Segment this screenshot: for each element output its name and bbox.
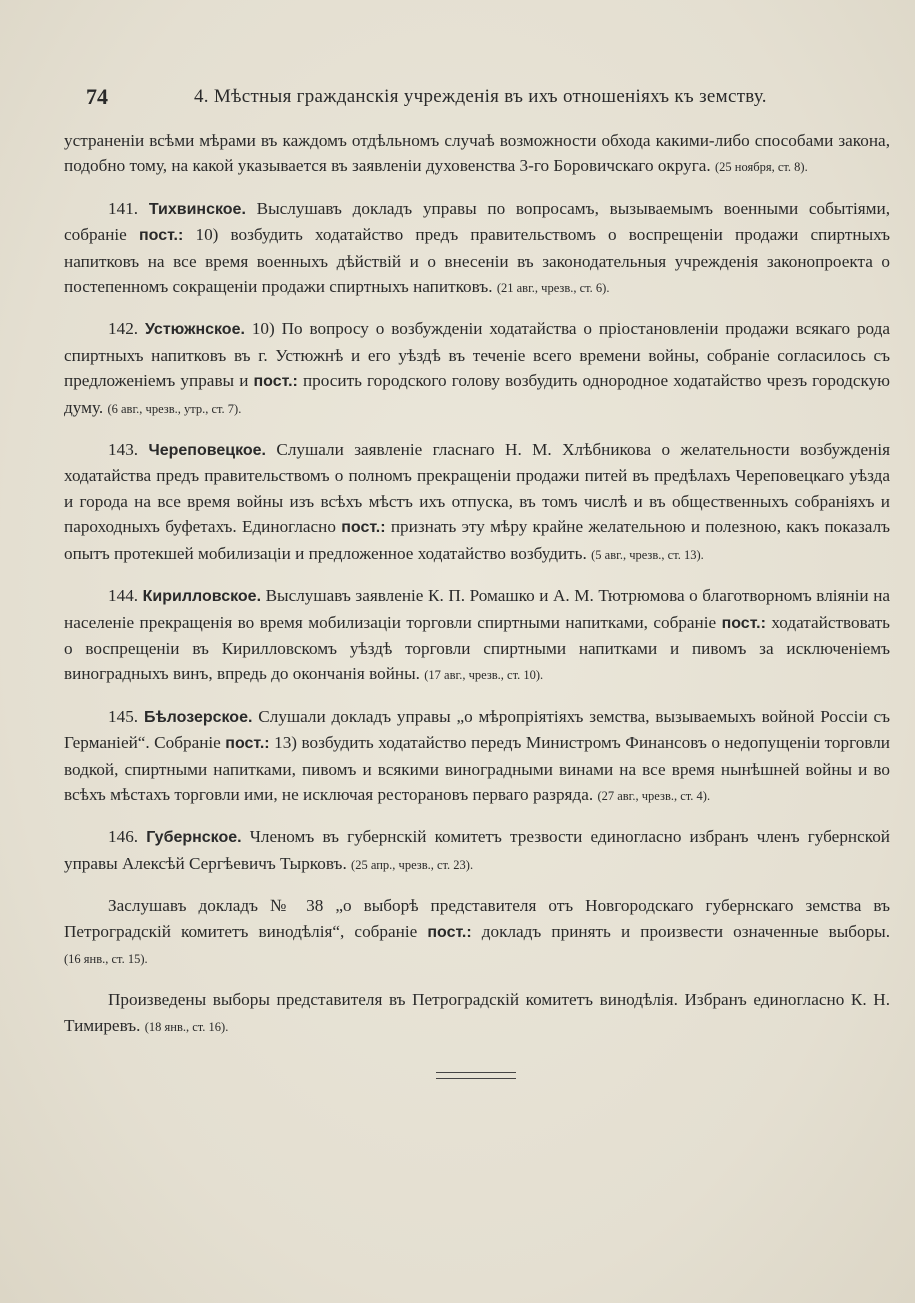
source-reference: (5 авг., чрезв., ст. 13). <box>591 547 704 562</box>
item-number: 143. <box>108 440 139 460</box>
paragraph-election: Произведены выборы представителя въ Петроградскій комитетъ винодѣлія. Избранъ единогласно К. Н. Тимиревъ. (18 янв., ст. 16). <box>64 990 890 1035</box>
item-number: 142. <box>108 319 139 339</box>
resolution-marker: пост.: <box>341 519 386 537</box>
source-reference: (6 авг., чрезв., утр., ст. 7). <box>107 401 242 416</box>
document-body <box>64 128 890 1055</box>
source-reference: (18 янв., ст. 16). <box>144 1019 229 1034</box>
source-reference: (16 янв., ст. 15). <box>64 951 148 966</box>
item-number: 146. <box>108 827 139 847</box>
resolution-marker: пост.: <box>225 735 270 753</box>
item-number: 141. <box>108 198 139 218</box>
paragraph-continuation: устраненіи всѣми мѣрами въ каждомъ отдѣльномъ случаѣ возможности обхода какими-либо способами закона, подобно тому, на какой указывается въ заявленіи духовенства 3-го Боровичскаго округа. (25 ноября, ст. 8). <box>64 131 890 176</box>
source-reference: (21 авг., чрезв., ст. 6). <box>496 281 610 296</box>
paragraph-143: 143. Череповецкое. Слушали заявленіе гласнаго Н. М. Хлѣбникова о желательности возбужденія ходатайства предъ правительствомъ о полномъ прекращеніи продажи питей въ предѣлахъ Череповецкаго уѣзда и города на все время войны изъ всѣхъ мѣстъ ихъ отпуска, въ томъ числѣ и въ общественныхъ собраніяхъ и пароходныхъ буфетахъ. Единогласно пост.: признать эту мѣру крайне желательною и полезною, какъ показалъ опытъ протекшей мобилизаціи и предложенное ходатайство возбудить. (5 авг., чрезв., ст. 13). <box>64 440 891 563</box>
page-header <box>86 84 866 112</box>
paragraph-142: 142. Устюжнское. 10) По вопросу о возбужденіи ходатайства о пріостановленіи продажи всякаго рода спиртныхъ напитковъ въ г. Устюжнѣ и его уѣздѣ въ теченіе всего времени войны, собраніе согласилось съ предложеніемъ управы и пост.: просить городского голову возбудить однородное ходатайство чрезъ городскую думу. (6 авг., чрезв., утр., ст. 7). <box>64 319 891 417</box>
zemstvo-name: Кирилловское. <box>142 588 262 606</box>
paragraph-146: 146. Губернское. Членомъ въ губернскій комитетъ трезвости единогласно избранъ членъ губернской управы Алексѣй Сергѣевичъ Тырковъ. (25 апр., чрезв., ст. 23). <box>64 827 891 873</box>
source-reference: (27 авг., чрезв., ст. 4). <box>597 788 711 803</box>
item-number: 144. <box>108 586 139 606</box>
paragraph-141: 141. Тихвинское. Выслушавъ докладъ управы по вопросамъ, вызываемымъ военными событіями, собраніе пост.: 10) возбудить ходатайство предъ правительствомъ о воспрещеніи продажи спиртныхъ напитковъ на все время военныхъ дѣйствій и о внесеніи въ законодательныя учрежденія законопроекта о постепенномъ сокращеніи продажи спиртныхъ напитковъ. (21 авг., чрезв., ст. 6). <box>64 198 891 297</box>
source-reference: (17 авг., чрезв., ст. 10). <box>424 668 544 683</box>
resolution-marker: пост.: <box>138 227 184 245</box>
item-number: 145. <box>108 706 139 726</box>
paragraph-report-38: Заслушавъ докладъ № 38 „о выборѣ представителя отъ Новгородскаго губернскаго земства въ Петроградскій комитетъ винодѣлія“, собраніе пост.: докладъ принять и произвести означенные выборы. (16 янв., ст. 15). <box>64 896 891 966</box>
zemstvo-name: Губернское. <box>146 829 242 847</box>
paragraph-144: 144. Кирилловское. Выслушавъ заявленіе К. П. Ромашко и А. М. Тютрюмова о благотворномъ вліяніи на населеніе прекращенія во время мобилизаціи торговли спиртными напитками, собраніе пост.: ходатайствовать о воспрещеніи въ Кирилловскомъ уѣздѣ торговли спиртными напитками и пивомъ за исключеніемъ виноградныхъ винъ, впредь до окончанія войны. (17 авг., чрезв., ст. 10). <box>64 586 891 684</box>
resolution-marker: пост.: <box>427 923 472 941</box>
paragraph-145: 145. Бѣлозерское. Слушали докладъ управы „о мѣропріятіяхъ земства, вызываемыхъ войной Россіи съ Германіей“. Собраніе пост.: 13) возбудить ходатайство передъ Министромъ Финансовъ о недопущеніи торговли водкой, спиртными напитками, пивомъ и всякими виноградными винами на все время нынѣшней войны и во всѣхъ мѣстахъ торговли ими, не исключая ресторановъ перваго разряда. (27 авг., чрезв., ст. 4). <box>64 706 891 804</box>
source-reference: (25 ноября, ст. 8). <box>715 160 808 175</box>
zemstvo-name: Устюжнское. <box>144 321 245 339</box>
resolution-marker: пост.: <box>721 614 766 632</box>
page-number: 74 <box>86 84 108 109</box>
resolution-marker: пост.: <box>253 373 298 391</box>
zemstvo-name: Череповецкое. <box>148 442 266 460</box>
zemstvo-name: Тихвинское. <box>148 200 246 218</box>
zemstvo-name: Бѣлозерское. <box>143 708 253 726</box>
running-head: 4. Мѣстныя гражданскія учрежденія въ ихъ отношеніяхъ къ земству. <box>194 86 767 107</box>
section-end-rule <box>436 1072 516 1079</box>
source-reference: (25 апр., чрезв., ст. 23). <box>351 857 474 872</box>
